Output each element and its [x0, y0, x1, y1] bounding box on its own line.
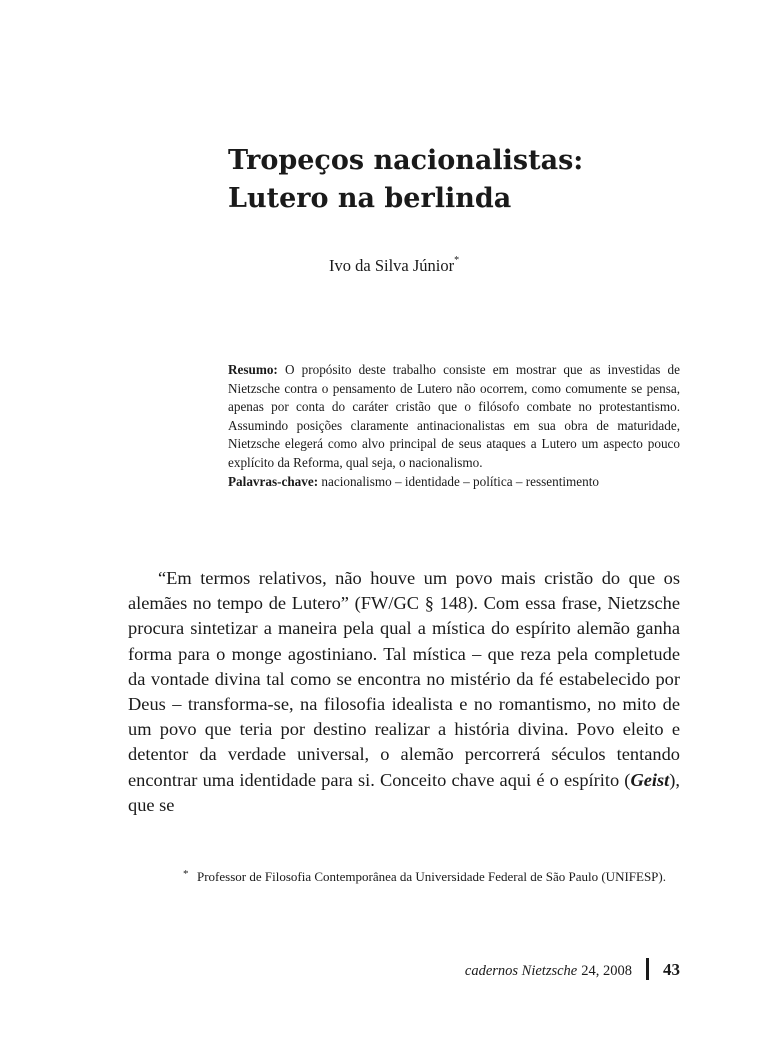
volume-year: 24, 2008: [581, 963, 632, 979]
footnote: [183, 868, 683, 887]
abstract-block: [228, 361, 680, 491]
journal-name: cadernos Nietzsche: [464, 963, 578, 979]
abstract-text: O propósito deste trabalho consiste em mostrar que as investidas de Nietzsche contra o pensamento de Lutero não ocorrem, como comumente se pensa, apenas por conta do caráter cristão que o filósofo combate no protestantismo. Assumindo posições claramente antinacionalistas em sua obra de maturidade, Nietzsche elegerá como alvo principal de seus ataques a Lutero um aspecto pouco explícito da Reforma, qual seja, o nacionalismo.: [228, 362, 681, 470]
abstract-label: Resumo:: [228, 362, 278, 377]
article-title: [228, 142, 688, 218]
title-line-1: Tropeços nacionalistas:: [228, 145, 584, 176]
page-number: 43: [663, 960, 680, 979]
body-term-geist: Geist: [630, 769, 670, 790]
footnote-mark: *: [183, 868, 189, 880]
body-paragraph: [128, 566, 680, 818]
keywords-label: Palavras-chave:: [228, 473, 319, 489]
footnote-text: Professor de Filosofia Contemporânea da Universidade Federal de São Paulo (UNIFESP).: [197, 869, 666, 884]
title-line-2: Lutero na berlinda: [228, 183, 512, 214]
body-text-start: “Em termos relativos, não houve um povo mais cristão do que os alemães no tempo de Lutero” (FW/GC § 148). Com essa frase, Nietzsche procura sintetizar a maneira pela qual a mística do espírito alemão ganha forma para o monge agostiniano. Tal mística – que reza pela completude da vontade divina tal como se encontra no mistério da fé estabelecido por Deus – transforma-se, na filosofia idealista e no romantismo, no mito de um povo que teria por destino realizar a história divina. Povo eleito e detentor da verdade universal, o alemão percorrerá séculos tentando encontrar uma identidade para si. Conceito chave aqui é o espírito (: [128, 568, 680, 790]
author-footnote-mark: *: [454, 254, 460, 266]
abstract-paragraph: [228, 361, 680, 473]
page-footer: [0, 958, 680, 980]
author-name: [329, 256, 459, 276]
keywords-text: nacionalismo – identidade – política – ressentimento: [321, 473, 599, 489]
author-text: Ivo da Silva Júnior: [329, 256, 455, 275]
footer-divider: [646, 958, 649, 980]
keywords-line: [228, 473, 680, 492]
body-text-end: ), que se: [128, 769, 680, 815]
